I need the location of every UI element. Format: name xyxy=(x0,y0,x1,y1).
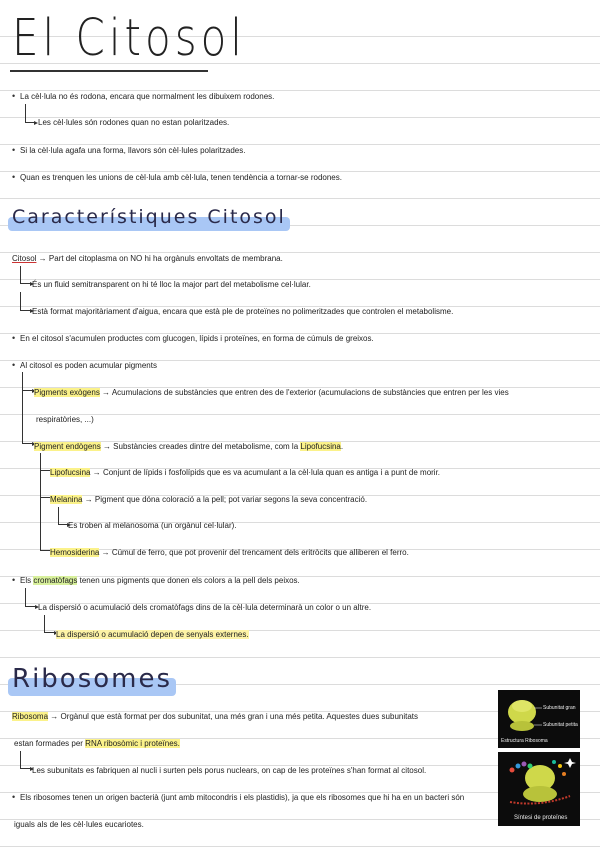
melanina-sub: Es troben al melanosoma (un orgànul cel·lular). xyxy=(68,521,237,530)
heading-text: Característiques Citosol xyxy=(12,206,286,228)
pigments-intro: Al citosol es poden acumular pigments xyxy=(20,361,157,370)
lipofucsina-def: Lipofucsina → Conjunt de lípids i fosfolípids que es va acumulant a la cèl·lula quan es antiga i a punt de morir. xyxy=(50,468,441,477)
intro-line-4: Quan es trenquen les unions de cèl·lula amb cèl·lula, tenen tendència a tornar-se rodones. xyxy=(20,173,342,182)
arrow-icon xyxy=(20,266,30,284)
term-citosol: Citosol xyxy=(12,254,37,263)
title-underline xyxy=(10,70,208,72)
cromatofags-line xyxy=(20,576,300,586)
cromatofags-sub2-text: La dispersió o acumulació depen de senyals externes. xyxy=(56,630,249,639)
term-exogens: Pigments exògens xyxy=(34,388,100,397)
term-rna: RNA ribosòmic i proteïnes. xyxy=(85,739,180,748)
section-heading-caracteristiques xyxy=(12,206,286,228)
arrow-icon xyxy=(58,507,67,525)
citosol-definition: Citosol → Part del citoplasma on NO hi ha orgànuls envoltats de membrana. xyxy=(12,254,283,263)
label-subunitat-gran: Subunitat gran xyxy=(543,705,576,711)
arrow-icon xyxy=(40,470,50,498)
lipofucsina-text: Conjunt de lípids i fosfolípids que es va acumulant a la cèl·lula quan es antiga i a punt de morir. xyxy=(102,468,441,477)
caption-estructura: Estructura Ribosoma xyxy=(501,738,548,744)
label-subunitat-petita: Subunitat petita xyxy=(543,722,578,728)
bullet: • xyxy=(12,792,16,802)
arrow-icon xyxy=(22,372,32,391)
term-cromatofags: cromatòfags xyxy=(33,576,78,585)
pigments-endogens: Pigment endògens → Substàncies creades dintre del metabolisme, com la Lipofucsina. xyxy=(34,442,344,451)
arrow-icon xyxy=(22,390,32,444)
heading-text: Ribosomes xyxy=(12,664,173,694)
ribosoma-subunitats: Les subunitats es fabriquen al nucli i surten pels porus nuclears, on cap de les proteïnes s'han format al citosol. xyxy=(32,766,427,775)
cromatofags-text: tenen uns pigments que donen els colors a la pell dels peixos. xyxy=(79,576,300,585)
cromatofags-sub: La dispersió o acumulació dels cromatòfags dins de la cèl·lula determinarà un color o un altre. xyxy=(38,603,372,612)
ribosoma-def-text: Orgànul que està format per dos subunitat, una més gran i una més petita. Aquestes dues subunitats xyxy=(60,712,419,721)
intro-line-2: Les cèl·lules són rodones quan no estan polaritzades. xyxy=(38,118,230,127)
term-ribosoma: Ribosoma xyxy=(12,712,49,721)
cromatofags-sub2 xyxy=(56,630,249,640)
page-title: El Citosol xyxy=(12,8,246,67)
arrow-icon xyxy=(40,497,50,551)
bullet: • xyxy=(12,333,16,343)
citosol-water: Està format majoritàriament d'aigua, encara que està ple de proteïnes no polimeritzades que controlen el metabolisme. xyxy=(32,307,454,316)
citosol-def-text: Part del citoplasma on NO hi ha orgànuls envoltats de membrana. xyxy=(48,254,283,263)
pigments-exogens: Pigments exògens → Acumulacions de substàncies que entren des de l'exterior (acumulacions de substàncies que entren per les vies xyxy=(34,388,509,397)
term-lipofucsina: Lipofucsina xyxy=(50,468,91,477)
melanina-def: Melanina → Pigment que dóna coloració a la pell; pot variar segons la seva concentració. xyxy=(50,495,368,504)
term-lipofucsina-ref: Lipofucsina xyxy=(300,442,341,451)
ribosome-structure-image xyxy=(498,690,580,748)
ribosoma-definition: Ribosoma → Orgànul que està format per dos subunitat, una més gran i una més petita. Aquestes dues subunitats xyxy=(12,712,419,721)
bullet: • xyxy=(12,575,16,585)
arrow-icon xyxy=(40,453,50,471)
endogens-text: Substàncies creades dintre del metabolisme, com la xyxy=(113,442,299,451)
section-heading-ribosomes xyxy=(12,664,172,694)
hemosiderina-def: Hemosiderina → Cúmul de ferro, que pot provenir del trencament dels eritròcits que alliberen el ferro. xyxy=(50,548,409,557)
arrow-icon xyxy=(25,104,34,123)
hemosiderina-text: Cúmul de ferro, que pot provenir del trencament dels eritròcits que alliberen el ferro. xyxy=(111,548,409,557)
protein-synthesis-image xyxy=(498,752,580,826)
term-melanina: Melanina xyxy=(50,495,83,504)
arrow-icon xyxy=(20,751,30,769)
arrow-icon xyxy=(25,588,35,607)
exogens-text: Acumulacions de substàncies que entren des de l'exterior (acumulacions de substàncies que entren per les vies xyxy=(111,388,509,397)
term-hemosiderina: Hemosiderina xyxy=(50,548,100,557)
citosol-fluid: És un fluid semitransparent on hi té lloc la major part del metabolisme cel·lular. xyxy=(32,280,311,289)
citosol-acumulacions: En el citosol s'acumulen productes com glucogen, lípids i proteïnes, en forma de cúmuls de greixos. xyxy=(20,334,374,343)
ribosoma-bacteria: Els ribosomes tenen un origen bacterià (junt amb mitocondris i els plastidis), ja que els ribosomes que hi ha en un bacteri són xyxy=(20,793,465,802)
intro-line-3: Si la cèl·lula agafa una forma, llavors són cèl·lules polaritzades. xyxy=(20,146,246,155)
bullet: • xyxy=(12,172,16,182)
melanina-text: Pigment que dóna coloració a la pell; pot variar segons la seva concentració. xyxy=(94,495,368,504)
ribosoma-def-cont xyxy=(14,739,180,749)
bullet: • xyxy=(12,145,16,155)
bullet: • xyxy=(12,91,16,101)
term-endogens: Pigment endògens xyxy=(34,442,101,451)
ribosoma-def-cont-text: estan formades per xyxy=(14,739,83,748)
caption-sintesi: Síntesi de proteïnes xyxy=(514,815,568,821)
exogens-text-cont: respiratòries, ...) xyxy=(36,415,94,424)
arrow-icon xyxy=(20,292,30,311)
cromatofags-pre: Els xyxy=(20,576,32,585)
arrow-icon xyxy=(44,615,54,633)
ribosoma-bacteria-cont: iguals als de les cèl·lules eucariotes. xyxy=(14,820,144,829)
bullet: • xyxy=(12,360,16,370)
intro-line-1: La cèl·lula no és rodona, encara que normalment les dibuixem rodones. xyxy=(20,92,275,101)
